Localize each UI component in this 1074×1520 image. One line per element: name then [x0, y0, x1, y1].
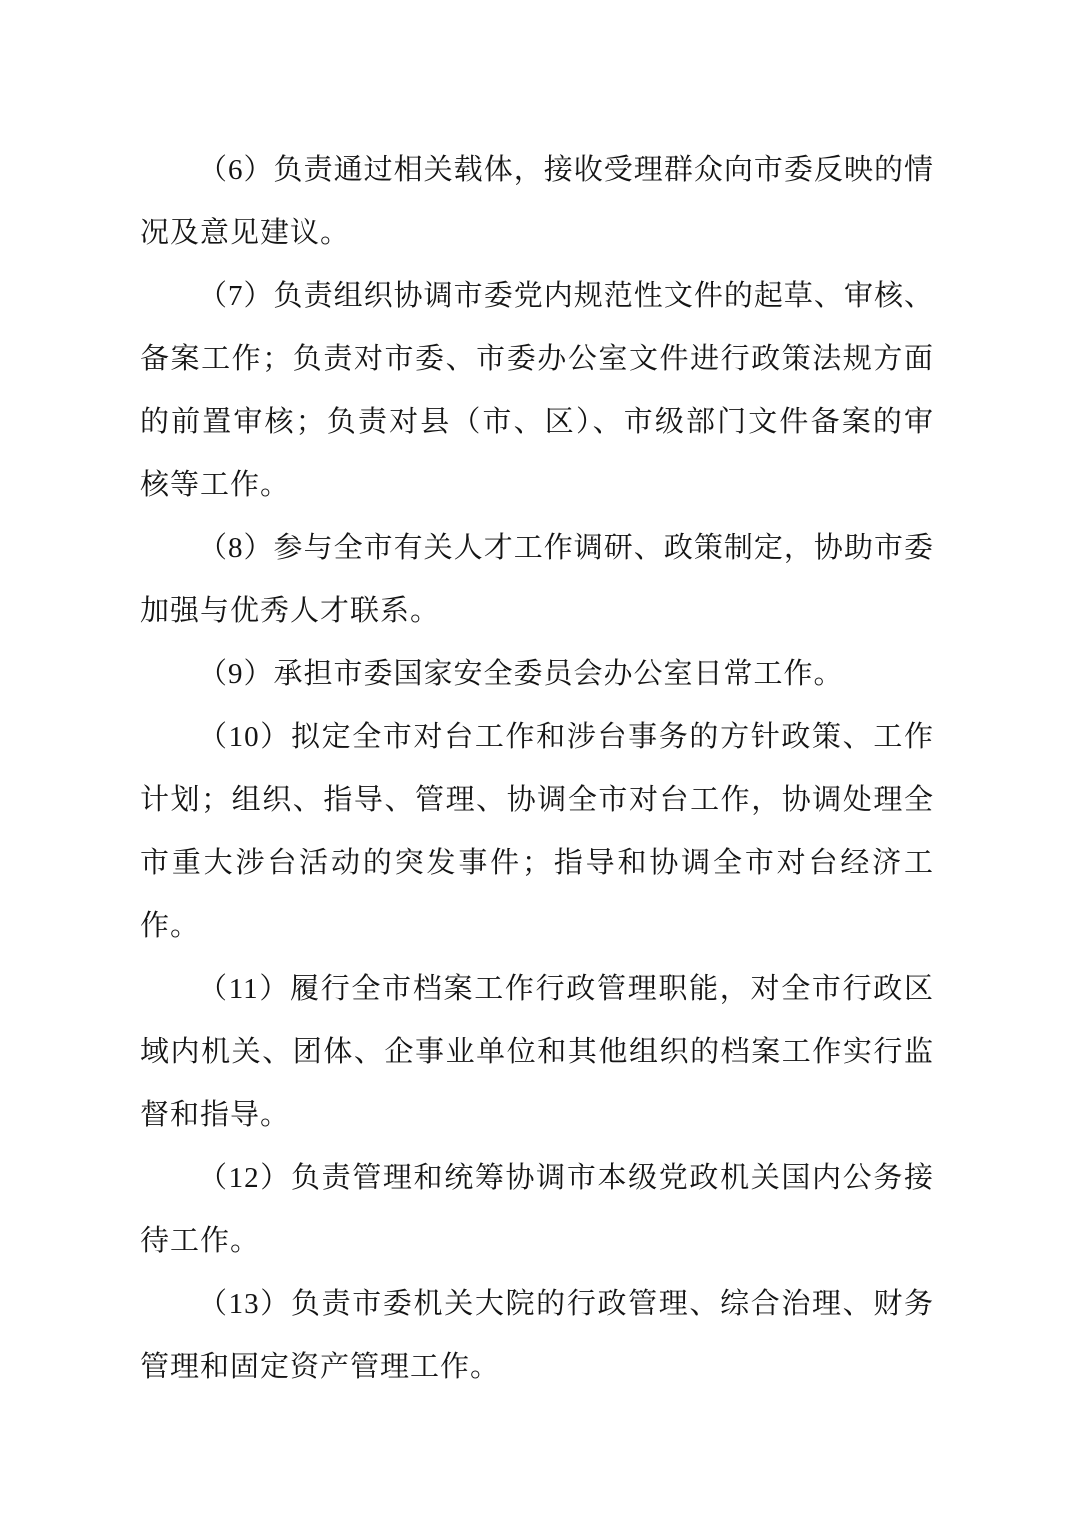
paragraph-item-8: （8）参与全市有关人才工作调研、政策制定，协助市委加强与优秀人才联系。 [140, 532, 934, 627]
paragraph-item-6: （6）负责通过相关载体，接收受理群众向市委反映的情况及意见建议。 [140, 154, 934, 249]
paragraph-item-9: （9）承担市委国家安全委员会办公室日常工作。 [198, 658, 844, 690]
paragraph-item-10: （10）拟定全市对台工作和涉台事务的方针政策、工作计划；组织、指导、管理、协调全市对台工作，协调处理全市重大涉台活动的突发事件；指导和协调全市对台经济工作。 [140, 721, 934, 942]
paragraph-item-11: （11）履行全市档案工作行政管理职能，对全市行政区域内机关、团体、企事业单位和其他组织的档案工作实行监督和指导。 [140, 973, 934, 1131]
paragraph-item-7: （7）负责组织协调市委党内规范性文件的起草、审核、备案工作；负责对市委、市委办公室文件进行政策法规方面的前置审核；负责对县（市、区）、市级部门文件备案的审核等工作。 [140, 280, 934, 501]
paragraph-item-12: （12）负责管理和统筹协调市本级党政机关国内公务接待工作。 [140, 1162, 934, 1257]
paragraph-item-13: （13）负责市委机关大院的行政管理、综合治理、财务管理和固定资产管理工作。 [140, 1288, 934, 1383]
document-body [140, 139, 934, 1399]
